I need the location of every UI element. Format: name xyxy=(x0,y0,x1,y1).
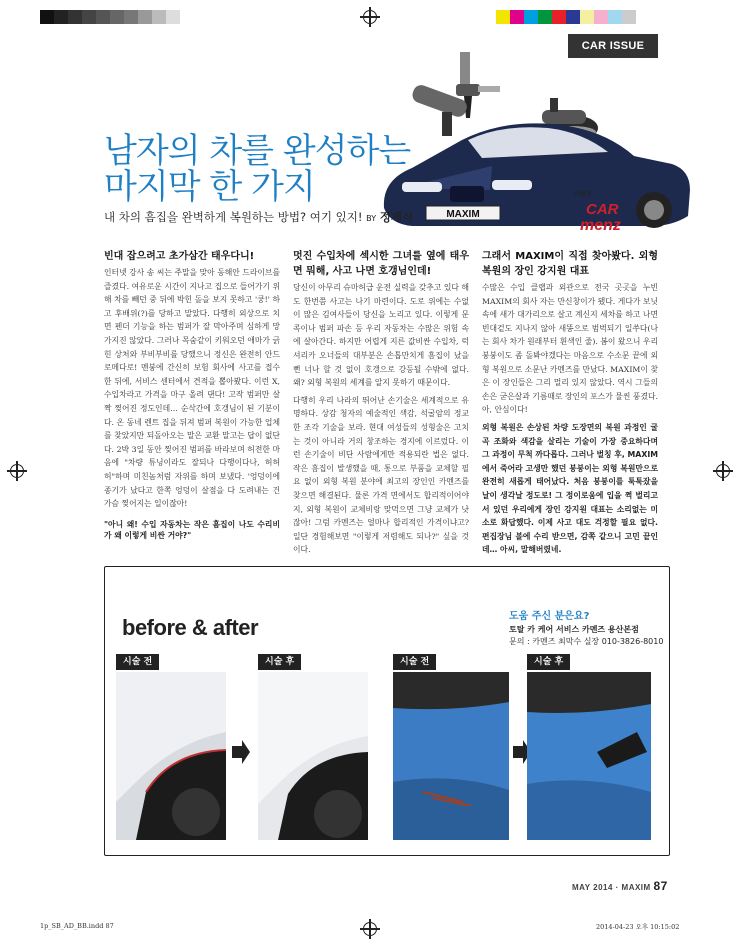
column-2-heading: 멋진 수입차에 섹시한 그녀를 옆에 태우면 뭐해, 사고 나면 호갱님인데! xyxy=(293,251,469,277)
before-photo-1 xyxy=(116,672,226,840)
footer-month: MAY 2014 xyxy=(572,883,613,892)
contact-info xyxy=(509,610,663,648)
arrow-icon-1 xyxy=(232,740,250,764)
contact-line-2: 문의 : 카멘즈 최막수 실장 010-3826-8010 xyxy=(509,637,664,646)
before-photo-2 xyxy=(393,672,509,840)
article-title xyxy=(104,133,410,205)
svg-text:menz: menz xyxy=(580,217,621,234)
registration-mark-right xyxy=(716,464,730,478)
label-before-2: 시술 전 xyxy=(393,654,436,670)
column-2 xyxy=(293,249,469,561)
column-3-body-2: 외형 복원은 손상된 차량 도장면의 복원 과정인 굴곡 조화와 색감을 살리는 기술이 가장 중요하다며 그 과정이 무척 까다롭다. 그러나 벌칭 후, MAXIM에서 죽어라 고생만 했던 붕붕이는 외형 복원만으로 완전히 새롭게 태어났다. 처음 붕붕이를 툭툭잤을 날이 생각날 정도로! 그 정이로움에 입을 쩍 벌리고 서 있던 우리에게 장인 강지원 대표는 소리없는 미소로 화답했다. 이제 사고 대도 걱정할 필요 없다. 편집장님 볼에 수리 받으면, 감쪽 같으니 고민 끝인데… 아씨, 말해버렸네. xyxy=(482,422,658,555)
svg-text:CAR: CAR xyxy=(586,201,619,218)
column-3-heading: 그래서 MAXIM이 직접 찾아봤다. 외형 복원의 장인 강지원 대표 xyxy=(482,251,658,277)
footer-brand: MAXIM xyxy=(621,883,651,892)
column-2-body-1: 당신이 아무리 슈마허급 운전 실력을 갖추고 있다 해도 한번쯤 사고는 나기 마련이다. 도로 위에는 수없이 많은 김여사들이 당신을 노리고 있다. 이렇게 문콕이나 범퍼 파손 등 우리 자동차는 수많은 위험 속에 살아간다. 하지만 어렵게 지른 값비싼 수입차, 럭셔리카 오너들의 대부분은 손톱만치게 흠집이 났을 뻔 너나 할 것 없이 호갱으로 강등될 수밖에 없다. 왜? 외형 복원의 세계를 알지 못하기 때문이다. xyxy=(293,283,469,388)
column-1-quote: "아니 왜! 수입 자동차는 작은 흠집이 나도 수리비가 왜 이렇게 비싼 거야?" xyxy=(104,519,280,540)
registration-mark-bottom xyxy=(363,922,377,936)
registration-mark-top xyxy=(363,10,377,24)
title-line-1: 남자의 차를 완성하는 xyxy=(104,131,411,171)
column-1 xyxy=(104,249,280,545)
title-line-2: 마지막 한 가지 xyxy=(104,167,315,207)
color-bar xyxy=(496,10,636,24)
svg-text:MAXIM: MAXIM xyxy=(446,209,480,220)
car-icon xyxy=(384,123,690,228)
page-footer: MAY 2014 · MAXIM 87 xyxy=(572,879,668,893)
label-after-2: 시술 후 xyxy=(527,654,570,670)
contact-line-1: 토탈 카 케어 서비스 카멘즈 용산본점 xyxy=(509,625,639,634)
section-tab: CAR ISSUE xyxy=(568,34,658,58)
page-number: 87 xyxy=(653,879,668,893)
subtitle-text: 내 차의 흠집을 완벽하게 복원하는 방법? 여기 있지! xyxy=(104,210,363,224)
byline-name: 정재식 xyxy=(379,210,414,224)
after-photo-2 xyxy=(527,672,651,840)
slug-right: 2014-04-23 오후 10:15:02 xyxy=(596,923,680,931)
label-after-1: 시술 후 xyxy=(258,654,301,670)
grayscale-bar xyxy=(40,10,180,24)
column-2-body-2: 다행히 우리 나라의 뛰어난 손기술은 세계적으로 유명하다. 상감 청자의 예술적인 색감, 석굴암의 정교한 조각 기술을 보라. 현대 여성들의 성형술은 고치는 것이 아니라 거의 창조하는 경지에 이르렀다. 이런 손기술이 비단 사람에게만 적용되란 법은 없다. 작은 흠집이 발생했을 때, 통으로 부품을 교체할 필요 없이 외형 복원 분야에 최고의 장인인 카멘즈를 찾으면 해결된다. 물론 가격 면에서도 합리적이어야지, 외형 복원이 교체비랑 맞먹으면 그냥 교체가 낫잖아! 그럼 카멘즈는 얼마나 합리적인 가격이냐고? 일단 경험해보면 "이렇게 저렴해도 되나?" 싶을 것이다. xyxy=(293,395,469,555)
column-3-body-1: 수많은 수입 클랩과 외관으로 전국 곳곳을 누빈 MAXIM의 회사 자는 만신창이가 됐다. 게다가 보닛 속에 새가 대가리으로 살고 계신지 세차를 하고 나면 빈대겉도 지나지 않아 새똥으로 범벅되기 일쑤다(나는 회사 차가 원래부터 흰색인 줄). 봄이 왔으니 우리 붕붕이도 좀 돌봐야겠다는 마음으로 수소문 끝에 외형 복원으로 소문난 카멘즈를 만났다. MAXIM이 찾은 이 장인들은 그리 멀리 있지 않았다. 역시 그들의 손은 굳은살과 기름때로 장인의 포스가 물씬 풍겼다. 아, 안심이다! xyxy=(482,283,658,415)
hero-car-illustration xyxy=(372,40,702,240)
registration-mark-left xyxy=(10,464,24,478)
svg-text:카멘즈: 카멘즈 xyxy=(574,191,592,198)
column-1-heading: 빈대 잡으려고 초가삼간 태우다니! xyxy=(104,251,255,262)
after-photo-1 xyxy=(258,672,368,840)
contact-question: 도움 주신 분은요? xyxy=(509,611,590,622)
article-subtitle xyxy=(104,209,413,225)
slug-left: 1p_SB_AD_BB.indd 87 xyxy=(40,922,114,930)
column-3 xyxy=(482,249,658,561)
before-after-title: before & after xyxy=(122,615,259,640)
column-1-body: 인터넷 강사 송 씨는 주말을 맞아 동해안 드라이브를 즐겼다. 여유로운 시간이 지나고 집으로 들어가기 위해 차를 빼던 중 뒤에 박힌 돌을 보지 못하고 '쿵!' 하고 후배위(?)를 당하고 말았다. 다행히 외상으로 치면 펜더 기능을 하는 범퍼가 잘 막아주며 심하게 망가지진 않았다. 그러나 목숨같이 키워오던 애마가 긁힌 상처와 부비부비를 당했으니 정신은 완전히 안드로메다로! 멘붕에 간신히 보험 회사에 사고를 접수한 뒤에, 서비스 센터에서 견적을 뽑아봤다. 이런 X, 수입차라고 가격을 마구 올려 댄다! 고작 범퍼만 살짝 찢어진 정도인데… 순삭간에 호갱님이 된 기분이다. 온 동네 렌트 집을 뒤져 범퍼 복원이 가능한 업체를 찾았지만 되돌아오는 말은 교환 말고는 답이 없단다. 2박 3일 동안 찢어진 범퍼를 바라보며 허전한 마음에 "차량 튜닝이라도 잘되나 다행이다나, 허허허"하며 미친놈처럼 자위를 하며 보냈다. '엉덩이에 종기가 났다고 한쪽 엉덩이 살점을 다 도려내는 건 가슴 찢어지는 일이잖아! xyxy=(104,268,280,509)
byline-by: BY xyxy=(366,214,377,223)
label-before-1: 시술 전 xyxy=(116,654,159,670)
